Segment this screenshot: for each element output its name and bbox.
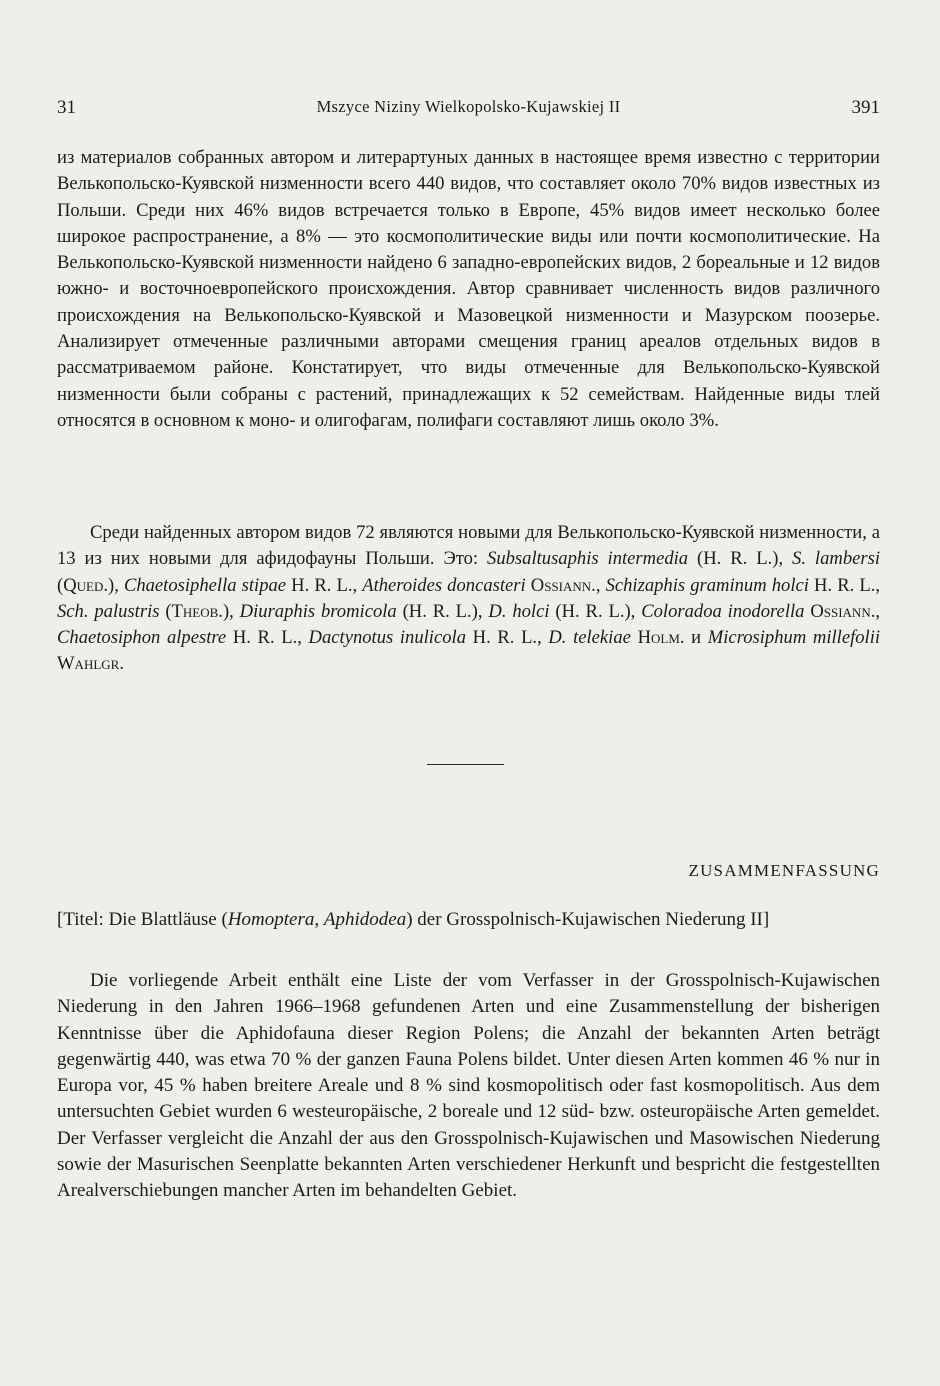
summary-heading: ZUSAMMENFASSUNG [688, 861, 880, 880]
author-text: (H. R. L.), [688, 548, 793, 570]
species-name: Atheroides doncasteri [362, 574, 526, 596]
species-name: Coloradoa inodorella [641, 600, 805, 622]
author-text: ( [159, 600, 172, 622]
author-text: ), [222, 600, 240, 622]
author-text: H. R. L., [226, 627, 309, 649]
para2-intro: Среди найденных автором видов 72 являются новыми для Велькопольско-Куявской низменности, а 13 из них новыми для афидофауны Польши. Это: [57, 522, 880, 570]
species-name: S. lambersi [792, 548, 881, 570]
author-smallcaps: Ossiann. [810, 600, 876, 622]
author-text: , [875, 600, 881, 622]
section-divider [427, 764, 504, 765]
species-name: Chaetosiphon alpestre [57, 627, 227, 649]
species-name: D. telekiae [548, 627, 631, 649]
species-name: Dactynotus inulicola [308, 627, 466, 649]
german-title-block [57, 907, 880, 933]
title-text: , [314, 909, 324, 930]
taxon-name: Homoptera [227, 909, 315, 930]
species-name: Subsaltusaphis intermedia [487, 548, 689, 570]
author-text: H. R. L., [286, 574, 363, 596]
author-text: H. R. L., [808, 574, 881, 596]
author-text: H. R. L., [466, 627, 549, 649]
author-smallcaps: Wahlgr. [57, 653, 124, 675]
author-text: и [684, 627, 708, 649]
page-number-right: 391 [851, 97, 880, 118]
author-smallcaps: Ossiann. [530, 574, 596, 596]
german-title [57, 907, 880, 933]
species-name: Diuraphis bromicola [239, 600, 397, 622]
author-text [631, 627, 638, 648]
author-text: ), [108, 574, 124, 596]
author-text: (H. R. L.), [549, 600, 642, 622]
author-text: , [595, 574, 606, 596]
russian-paragraph-1-text: из материалов собранных автором и литерартуных данных в настоящее время известно с территории Велькопольско-Куявской низменности всего 440 видов, что составляет около 70% видов известных из Польши. Среди них 46% видов встречается только в Европе, 45% видов имеет несколько более широкое распространение, а 8% — это космополитические виды или почти космополитические. На Велькопольско-Куявской низменности найдено 6 западно-европейских видов, 2 бореальные и 12 видов южно- и восточноевропейского происхождения. Автор сравнивает численность видов различного происхождения на Велькопольско-Куявской и Мазовецкой низменности и Мазурском поозерье. Анализирует отмеченные различными авторами смещения границ ареалов отдельных видов в рассматриваемом районе. Констатирует, что виды отмеченные для Велькопольско-Куявской низменности были собраны с растений, принадлежащих к 52 семействам. Найденные виды тлей относятся в основном к моно- и олигофагам, полифаги составляют лишь около 3%. [57, 147, 880, 431]
running-header [57, 97, 880, 125]
german-summary-text: Die vorliegende Arbeit enthält eine Liste der vom Verfasser in der Grosspolnisch-Kujawischen Niederung in den Jahren 1966–1968 gefundenen Arten und eine Zusammenstellung der bisherigen Kenntnisse über die Aphidofauna dieser Region Polens; die Anzahl der bekannten Arten beträgt gegenwärtig 440, was etwa 70 % der ganzen Fauna Polens bildet. Unter diesen Arten kommen 46 % nur in Europa vor, 45 % haben breitere Areale und 8 % sind kosmopolitisch oder fast kosmopolitisch. Aus dem untersuchten Gebiet wurden 6 westeuropäische, 2 boreale und 12 süd- bzw. osteuropäische Arten gemeldet. Der Verfasser vergleicht die Anzahl der aus den Grosspolnisch-Kujawischen und Masowischen Niederung sowie der Masurischen Seenplatte bekannten Arten verschiedener Herkunft und bespricht die festgestellten Arealverschiebungen mancher Arten im behandelten Gebiet. [57, 970, 880, 1202]
page-number-left: 31 [57, 97, 76, 118]
species-name: Schizaphis graminum holci [605, 574, 809, 596]
author-smallcaps: Theob. [171, 600, 223, 622]
author-smallcaps: Qued. [63, 574, 108, 596]
title-text: ) der Grosspolnisch-Kujawischen Niederung II] [406, 909, 770, 930]
species-list-paragraph [57, 520, 880, 678]
species-name: Microsiphum millefolii [707, 627, 881, 649]
species-name: Chaetosiphella stipae [123, 574, 287, 596]
taxon-name: Aphidodea [323, 909, 407, 930]
running-title: Mszyce Niziny Wielkopolsko-Kujawskiej II [316, 97, 621, 116]
title-text: [Titel: Die Blattläuse ( [57, 909, 228, 930]
russian-paragraph-2 [57, 520, 880, 678]
species-name: Sch. palustris [57, 600, 160, 622]
german-summary [57, 968, 880, 1205]
species-name: D. holci [488, 600, 550, 622]
author-smallcaps: Holm. [637, 627, 685, 649]
author-text: ( [57, 574, 64, 596]
author-text: (H. R. L.), [396, 600, 489, 622]
russian-paragraph-1 [57, 145, 880, 434]
